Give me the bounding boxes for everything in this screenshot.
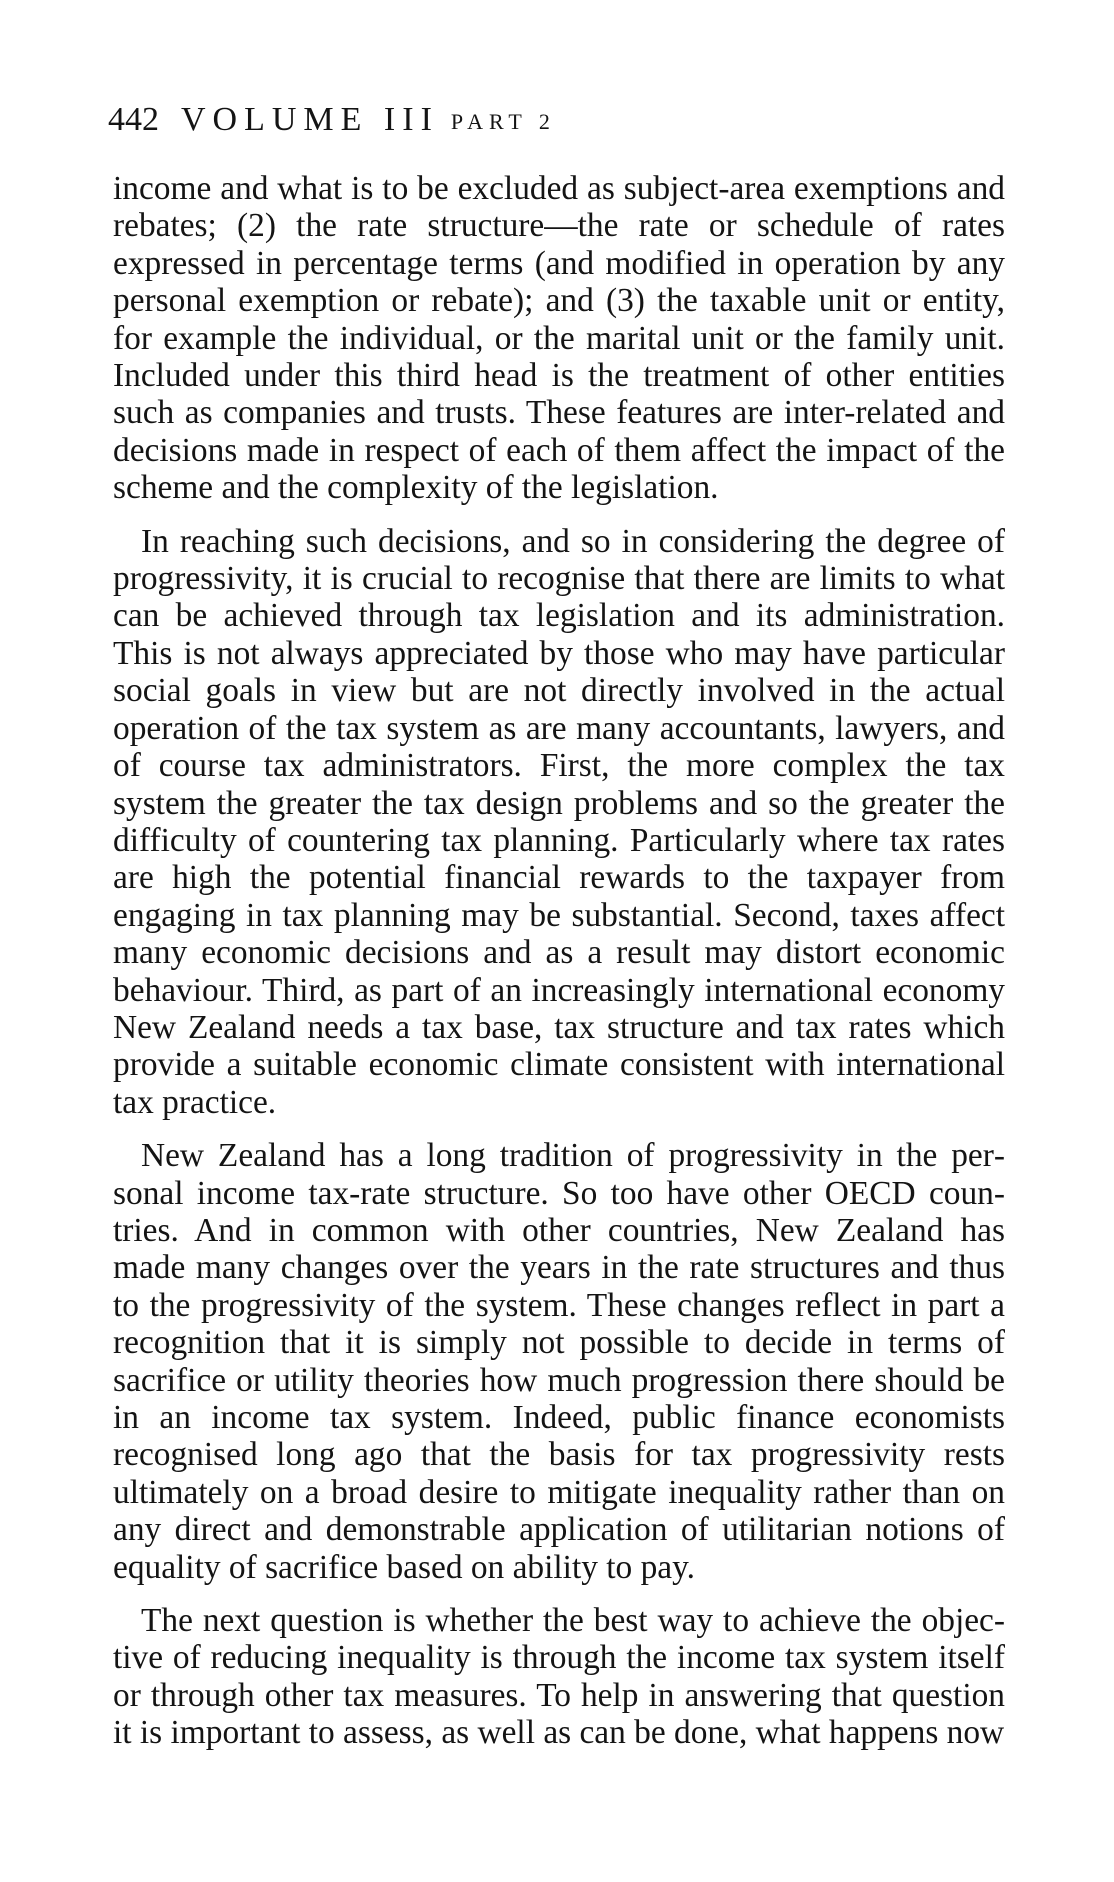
paragraph-continuation: income and what is to be excluded as subject-area exemptions and rebates; (2) the rate structure—the rate or schedule of rates expressed in percentage terms (and modified in operation by any personal exemption or rebate); and (3) the taxable unit or entity, for example the individual, or the marital unit or the family unit. Included under this third head is the treatment of other entities such as companies and trusts. These features are inter-related and decisions made in respect of each of them affect the impact of the scheme and the complexity of the legislation. xyxy=(113,170,1005,507)
body-text xyxy=(113,170,1005,1752)
volume-label: VOLUME III xyxy=(181,101,439,138)
running-head xyxy=(108,100,556,142)
paragraph-limits-of-tax-legislation: In reaching such decisions, and so in considering the degree of progressivity, it is crucial to recognise that there are limits to what can be achieved through tax legislation and its administration. This is not always appreciated by those who may have particular social goals in view but are not directly involved in the actual operation of the tax system as are many accountants, lawyers, and of course tax administrators. First, the more complex the tax system the greater the tax design problems and so the greater the difficulty of countering tax planning. Particularly where tax rates are high the potential financial rewards to the taxpayer from engaging in tax planning may be substantial. Second, taxes affect many economic decisions and as a result may distort economic behaviour. Third, as part of an increasingly international economy New Zealand needs a tax base, tax structure and tax rates which provide a suitable economic climate consistent with international tax practice. xyxy=(113,522,1005,1121)
paragraph-next-question: The next question is whether the best way to achieve the objective of reducing inequality is through the income tax system itself or through other tax measures. To help in answering that question it is important to assess, as well as can be done, what happens now xyxy=(113,1602,1005,1752)
part-label: PART 2 xyxy=(450,109,556,134)
paragraph-tradition-of-progressivity: New Zealand has a long tradition of progressivity in the personal income tax-rate structure. So too have other OECD countries. And in common with other countries, New Zealand has made many changes over the years in the rate structures and thus to the progressivity of the system. These changes reflect in part a recognition that it is simply not possible to decide in terms of sacrifice or utility theories how much progression there should be in an income tax system. Indeed, public finance economists recognised long ago that the basis for tax progressivity rests ultimately on a broad desire to mitigate inequality rather than on any direct and demonstrable application of utilitarian notions of equality of sacrifice based on ability to pay. xyxy=(113,1137,1005,1586)
page-number: 442 xyxy=(108,101,159,138)
